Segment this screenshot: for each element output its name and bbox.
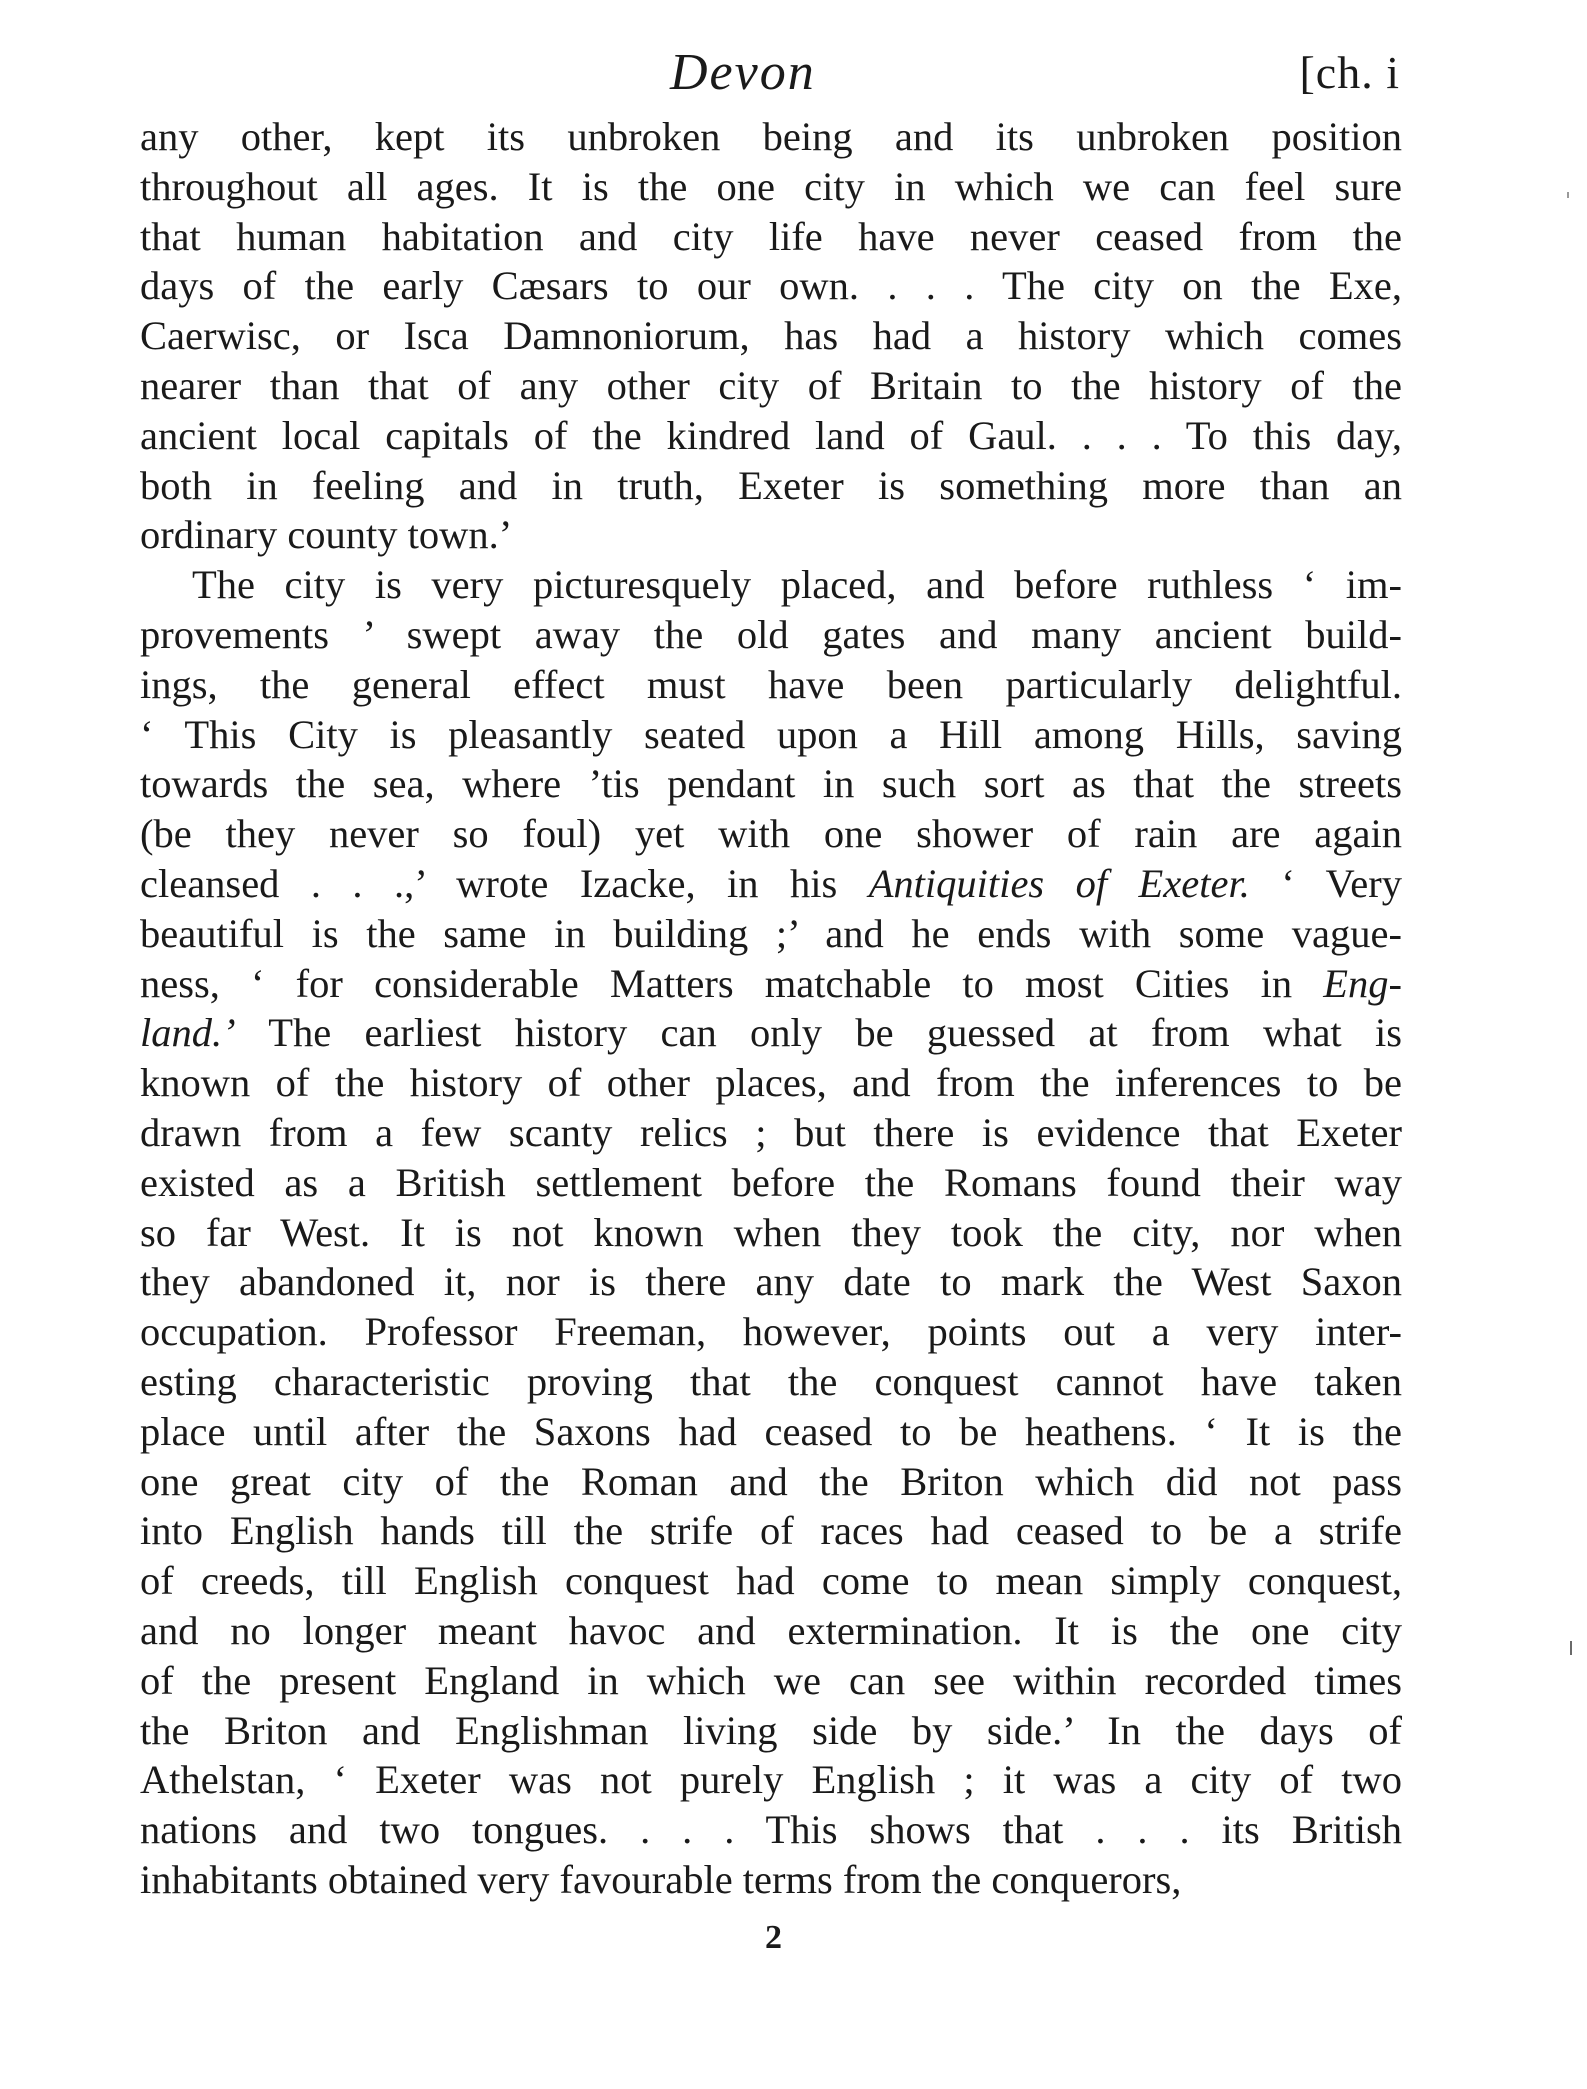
text-line: Caerwisc, or Isca Damnoniorum, has had a history which comes	[140, 313, 1402, 359]
text-line: so far West. It is not known when they took the city, nor when	[140, 1209, 1402, 1255]
page-number	[0, 1918, 1587, 1958]
text-line: any other, kept its unbroken being and its unbroken position	[140, 114, 1402, 159]
text-line: ordinary county town.’	[140, 512, 513, 558]
text-line: days of the early Cæsars to our own. . . . The city on the Exe,	[140, 263, 1402, 309]
text-line: of creeds, till English conquest had come to mean simply conquest,	[140, 1558, 1402, 1604]
text-line: ‘ This City is pleasantly seated upon a Hill among Hills, saving	[140, 711, 1402, 757]
text-line	[140, 1008, 1402, 1058]
running-head	[140, 38, 1400, 108]
page-number-text: 2	[765, 1919, 782, 1956]
text-line: existed as a British settlement before the Romans found their way	[140, 1159, 1402, 1205]
scan-margin-mark	[1567, 192, 1569, 198]
text-line: inhabitants obtained very favourable terms from the conquerors,	[140, 1856, 1182, 1902]
text-segment: ness, ‘ for considerable Matters matchable to most Cities in	[140, 960, 1324, 1006]
text-line	[140, 959, 1402, 1009]
text-line: beautiful is the same in building ;’ and he ends with some vague-	[140, 910, 1402, 956]
text-line: into English hands till the strife of races had ceased to be a strife	[140, 1508, 1402, 1554]
text-line: both in feeling and in truth, Exeter is something more than an	[140, 462, 1402, 508]
text-line: the Briton and Englishman living side by side.’ In the days of	[140, 1707, 1402, 1753]
italic-text: land.’	[140, 1010, 236, 1056]
text-segment: cleansed . . .,’ wrote Izacke, in his	[140, 860, 869, 906]
text-line	[140, 859, 1402, 909]
text-line: ings, the general effect must have been particularly delightful.	[140, 661, 1402, 707]
text-line: nearer than that of any other city of Britain to the history of the	[140, 362, 1402, 408]
running-title: Devon	[670, 44, 816, 101]
text-line: place until after the Saxons had ceased to be heathens. ‘ It is the	[140, 1408, 1402, 1454]
text-line: esting characteristic proving that the conquest cannot have taken	[140, 1358, 1402, 1404]
text-line: known of the history of other places, and from the inferences to be	[140, 1060, 1402, 1106]
text-line: drawn from a few scanty relics ; but there is evidence that Exeter	[140, 1109, 1402, 1155]
text-line: they abandoned it, nor is there any date to mark the West Saxon	[140, 1259, 1402, 1305]
text-line: nations and two tongues. . . . This shows that . . . its British	[140, 1807, 1402, 1853]
text-line: (be they never so foul) yet with one shower of rain are again	[140, 811, 1402, 857]
text-segment: ‘ Very	[1249, 860, 1403, 906]
text-line: towards the sea, where ’tis pendant in such sort as that the streets	[140, 761, 1402, 807]
italic-text: Antiquities of Exeter.	[868, 860, 1250, 906]
text-line: occupation. Professor Freeman, however, points out a very inter-	[140, 1309, 1402, 1355]
body-text	[140, 112, 1402, 1905]
text-line: throughout all ages. It is the one city in which we can feel sure	[140, 163, 1402, 209]
text-line: one great city of the Roman and the Briton which did not pass	[140, 1458, 1402, 1504]
text-line: Athelstan, ‘ Exeter was not purely English ; it was a city of two	[140, 1757, 1402, 1803]
scan-margin-mark	[1570, 1641, 1572, 1655]
italic-text: Eng-	[1323, 960, 1402, 1006]
text-line: ancient local capitals of the kindred land of Gaul. . . . To this day,	[140, 412, 1402, 458]
text-line: of the present England in which we can see within recorded times	[140, 1657, 1402, 1703]
text-segment: The earliest history can only be guessed at from what is	[235, 1010, 1402, 1056]
text-line: The city is very picturesquely placed, and before ruthless ‘ im-	[192, 562, 1402, 608]
text-line: and no longer meant havoc and extermination. It is the one city	[140, 1607, 1402, 1653]
chapter-marker: [ch. i	[1299, 47, 1400, 98]
text-line: that human habitation and city life have never ceased from the	[140, 213, 1402, 259]
text-line: provements ’ swept away the old gates and many ancient build-	[140, 611, 1402, 657]
